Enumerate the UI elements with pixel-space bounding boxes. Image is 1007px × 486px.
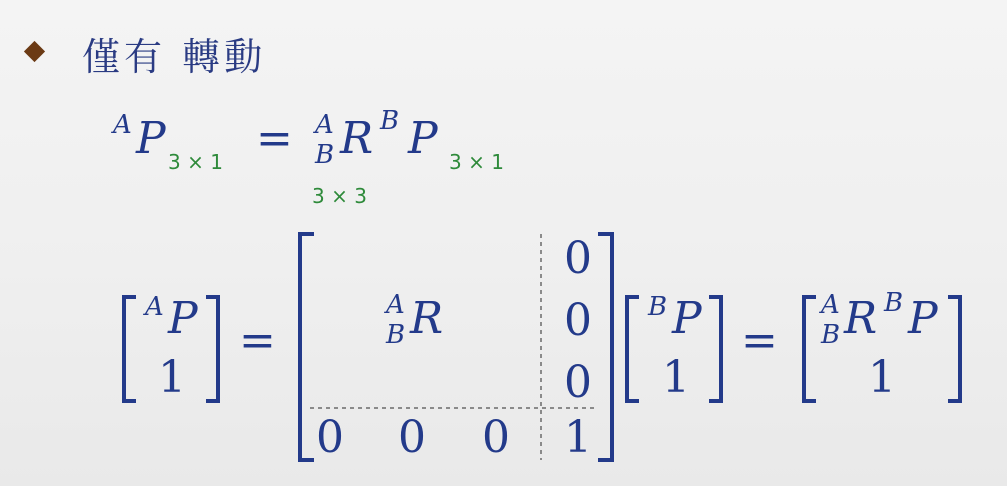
eq1-r: R (340, 113, 374, 164)
lhs-left-bracket (120, 295, 140, 405)
rhs-sup-a: A (821, 290, 840, 320)
lhs-p: P (168, 293, 198, 344)
vec-p: P (672, 293, 702, 344)
eq1-sub-b: B (315, 140, 335, 170)
eq1-sup-a: A (113, 110, 132, 140)
eq1-p2: P (408, 113, 438, 164)
matrix-col-0: 0 (564, 233, 592, 284)
matrix-col-1: 0 (564, 295, 592, 346)
eq1-dim-rhs: 3 × 1 (449, 150, 504, 174)
vec-sup-b: B (648, 292, 668, 322)
bullet-diamond-icon (24, 41, 45, 62)
eq1-dim-lhs: 3 × 1 (168, 150, 223, 174)
rhs-one: 1 (868, 352, 896, 403)
eq2-equals-1: = (239, 315, 276, 366)
matrix-sup-a: A (386, 290, 405, 320)
rhs-right-bracket (946, 295, 966, 405)
matrix-bottom-2: 0 (482, 412, 510, 463)
eq2-equals-2: = (741, 315, 778, 366)
lhs-one: 1 (158, 352, 186, 403)
rhs-sub-b: B (821, 320, 841, 350)
matrix-bottom-1: 0 (398, 412, 426, 463)
eq1-equals: = (256, 113, 293, 164)
vec-right-bracket (707, 295, 727, 405)
rhs-sup-b: B (884, 288, 904, 318)
eq1-dim-rot: 3 × 3 (312, 184, 367, 208)
rhs-left-bracket (800, 295, 820, 405)
matrix-col-2: 0 (564, 357, 592, 408)
vec-one: 1 (662, 352, 690, 403)
matrix-partition-lines (300, 232, 600, 464)
matrix-r: R (410, 293, 444, 344)
lhs-right-bracket (204, 295, 224, 405)
slide-heading: 僅有 轉動 (82, 35, 267, 79)
matrix-sub-b: B (386, 320, 406, 350)
matrix-bottom-0: 0 (316, 412, 344, 463)
eq1-sup-b: B (380, 106, 400, 136)
lhs-sup-a: A (145, 292, 164, 322)
rhs-p: P (908, 293, 938, 344)
eq1-p: P (136, 113, 166, 164)
vec-left-bracket (623, 295, 643, 405)
eq1-sup-a2: A (315, 110, 334, 140)
matrix-corner: 1 (564, 412, 592, 463)
rhs-r: R (844, 293, 878, 344)
